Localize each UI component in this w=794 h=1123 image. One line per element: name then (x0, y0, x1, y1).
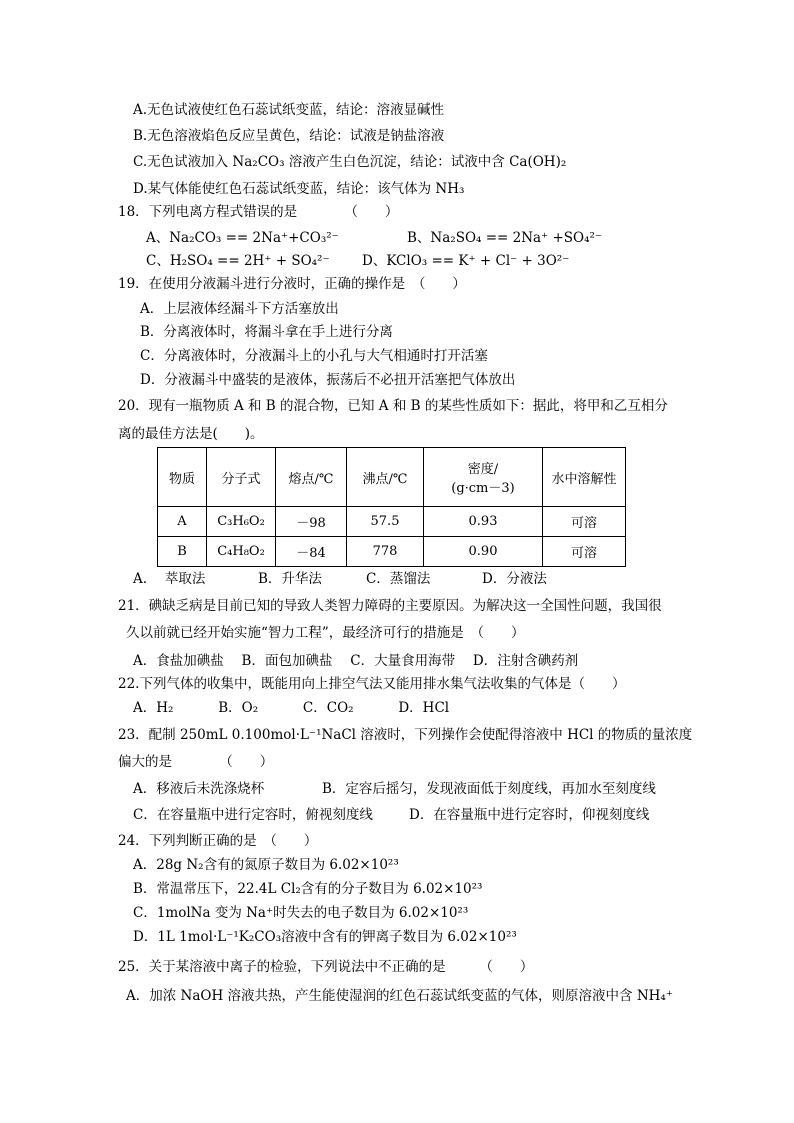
q22-options: A．H₂ B．O₂ C．CO₂ D．HCl (133, 700, 450, 716)
q23-option-c: C．在容量瓶中进行定容时，俯视刻度线 (133, 807, 373, 823)
q25-stem: 25．关于某溶液中离子的检验，下列说法中不正确的是 （ ） (118, 959, 534, 975)
header-cell: 分子式 (207, 448, 276, 507)
q20-option-d: D．分液法 (482, 571, 547, 587)
q17-option-c: C.无色试液加入 Na₂CO₃ 溶液产生白色沉淀，结论：试液中含 Ca(OH)₂ (133, 154, 567, 170)
q21-stem-cont: 久以前就已经开始实施“智力工程”，最经济可行的措施是 （ ） (126, 625, 525, 641)
q21-stem: 21．碘缺乏病是目前已知的导致人类智力障碍的主要原因。为解决这一全国性问题，我国很 (118, 598, 662, 614)
q21-options: A．食盐加碘盐 B．面包加碘盐 C．大量食用海带 D．注射含碘药剂 (133, 653, 579, 669)
q17-option-a: A.无色试液使红色石蕊试纸变蓝，结论：溶液显碱性 (133, 102, 445, 118)
table-row (158, 537, 626, 567)
table-cell: －98 (276, 507, 347, 537)
q23-option-a: A．移液后未洗涤烧杯 (133, 781, 265, 797)
table-cell: 57.5 (347, 507, 424, 537)
q24-stem: 24．下列判断正确的是 （ ） (118, 833, 318, 849)
q24-option-d: D．1L 1mol·L⁻¹K₂CO₃溶液中含有的钾离子数目为 6.02×10²³ (133, 929, 517, 945)
q19-option-c: C．分离液体时，分液漏斗上的小孔与大气相通时打开活塞 (140, 348, 488, 364)
q18-option-b: B、Na₂SO₄ == 2Na⁺ +SO₄²⁻ (407, 230, 603, 246)
q19-stem: 19．在使用分液漏斗进行分液时，正确的操作是 （ ） (118, 276, 466, 292)
table-header-row (158, 448, 626, 507)
q18-option-c: C、H₂SO₄ == 2H⁺ + SO₄²⁻ (146, 253, 330, 269)
q18-option-d: D、KClO₃ == K⁺ + Cl⁻ + 3O²⁻ (362, 253, 570, 269)
q20-option-c: C．蒸馏法 (366, 571, 431, 587)
density-label: 密度/ (467, 462, 499, 477)
table-cell: 0.90 (424, 537, 543, 567)
table-cell: 可溶 (543, 507, 626, 537)
table-cell: 可溶 (543, 537, 626, 567)
table-row (158, 507, 626, 537)
q20-stem-cont: 离的最佳方法是( )。 (118, 426, 264, 442)
q19-option-b: B．分离液体时，将漏斗拿在手上进行分离 (140, 324, 393, 340)
q20-option-b: B．升华法 (258, 571, 322, 587)
q22-stem: 22.下列气体的收集中，既能用向上排空气法又能用排水集气法收集的气体是（ ） (118, 676, 626, 692)
q18-stem: 18．下列电离方程式错误的是 （ ） (118, 204, 399, 220)
header-cell: 水中溶解性 (543, 448, 626, 507)
table-cell: 0.93 (424, 507, 543, 537)
table-cell: B (158, 537, 207, 567)
q17-option-d: D.某气体能使红色石蕊试纸变蓝，结论：该气体为 NH₃ (133, 181, 465, 197)
q20-stem: 20．现有一瓶物质 A 和 B 的混合物，已知 A 和 B 的某些性质如下：据此，将甲和乙互相分 (118, 398, 668, 414)
density-unit: (g·cm－3) (451, 481, 515, 496)
header-cell: 沸点/℃ (347, 448, 424, 507)
q23-option-b: B．定容后摇匀，发现液面低于刻度线，再加水至刻度线 (322, 781, 656, 797)
table-cell: C₄H₈O₂ (207, 537, 276, 567)
q23-stem-cont: 偏大的是 （ ） (118, 754, 274, 770)
table-cell: A (158, 507, 207, 537)
q17-option-b: B.无色溶液焰色反应呈黄色，结论：试液是钠盐溶液 (133, 128, 445, 144)
q18-option-a: A、Na₂CO₃ == 2Na⁺+CO₃²⁻ (146, 230, 339, 246)
q19-option-d: D．分液漏斗中盛装的是液体，振荡后不必扭开活塞把气体放出 (140, 372, 516, 388)
header-cell-density (424, 448, 543, 507)
header-cell: 物质 (158, 448, 207, 507)
table-cell: 778 (347, 537, 424, 567)
properties-table (157, 447, 626, 567)
q23-stem: 23．配制 250mL 0.100mol·L⁻¹NaCl 溶液时，下列操作会使配得溶液中 HCl 的物质的量浓度 (118, 727, 693, 743)
q24-option-b: B．常温常压下，22.4L Cl₂含有的分子数目为 6.02×10²³ (133, 881, 483, 897)
q23-option-d: D．在容量瓶中进行定容时，仰视刻度线 (409, 807, 650, 823)
q24-option-c: C．1molNa 变为 Na⁺时失去的电子数目为 6.02×10²³ (133, 905, 469, 921)
q25-option-a: A．加浓 NaOH 溶液共热，产生能使湿润的红色石蕊试纸变蓝的气体，则原溶液中含 NH₄⁺ (126, 988, 673, 1004)
q19-option-a: A．上层液体经漏斗下方活塞放出 (140, 301, 339, 317)
q20-option-a: A. 萃取法 (133, 571, 206, 587)
table-cell: C₃H₆O₂ (207, 507, 276, 537)
table-cell: －84 (276, 537, 347, 567)
q24-option-a: A．28g N₂含有的氮原子数目为 6.02×10²³ (133, 857, 399, 873)
header-cell: 熔点/℃ (276, 448, 347, 507)
